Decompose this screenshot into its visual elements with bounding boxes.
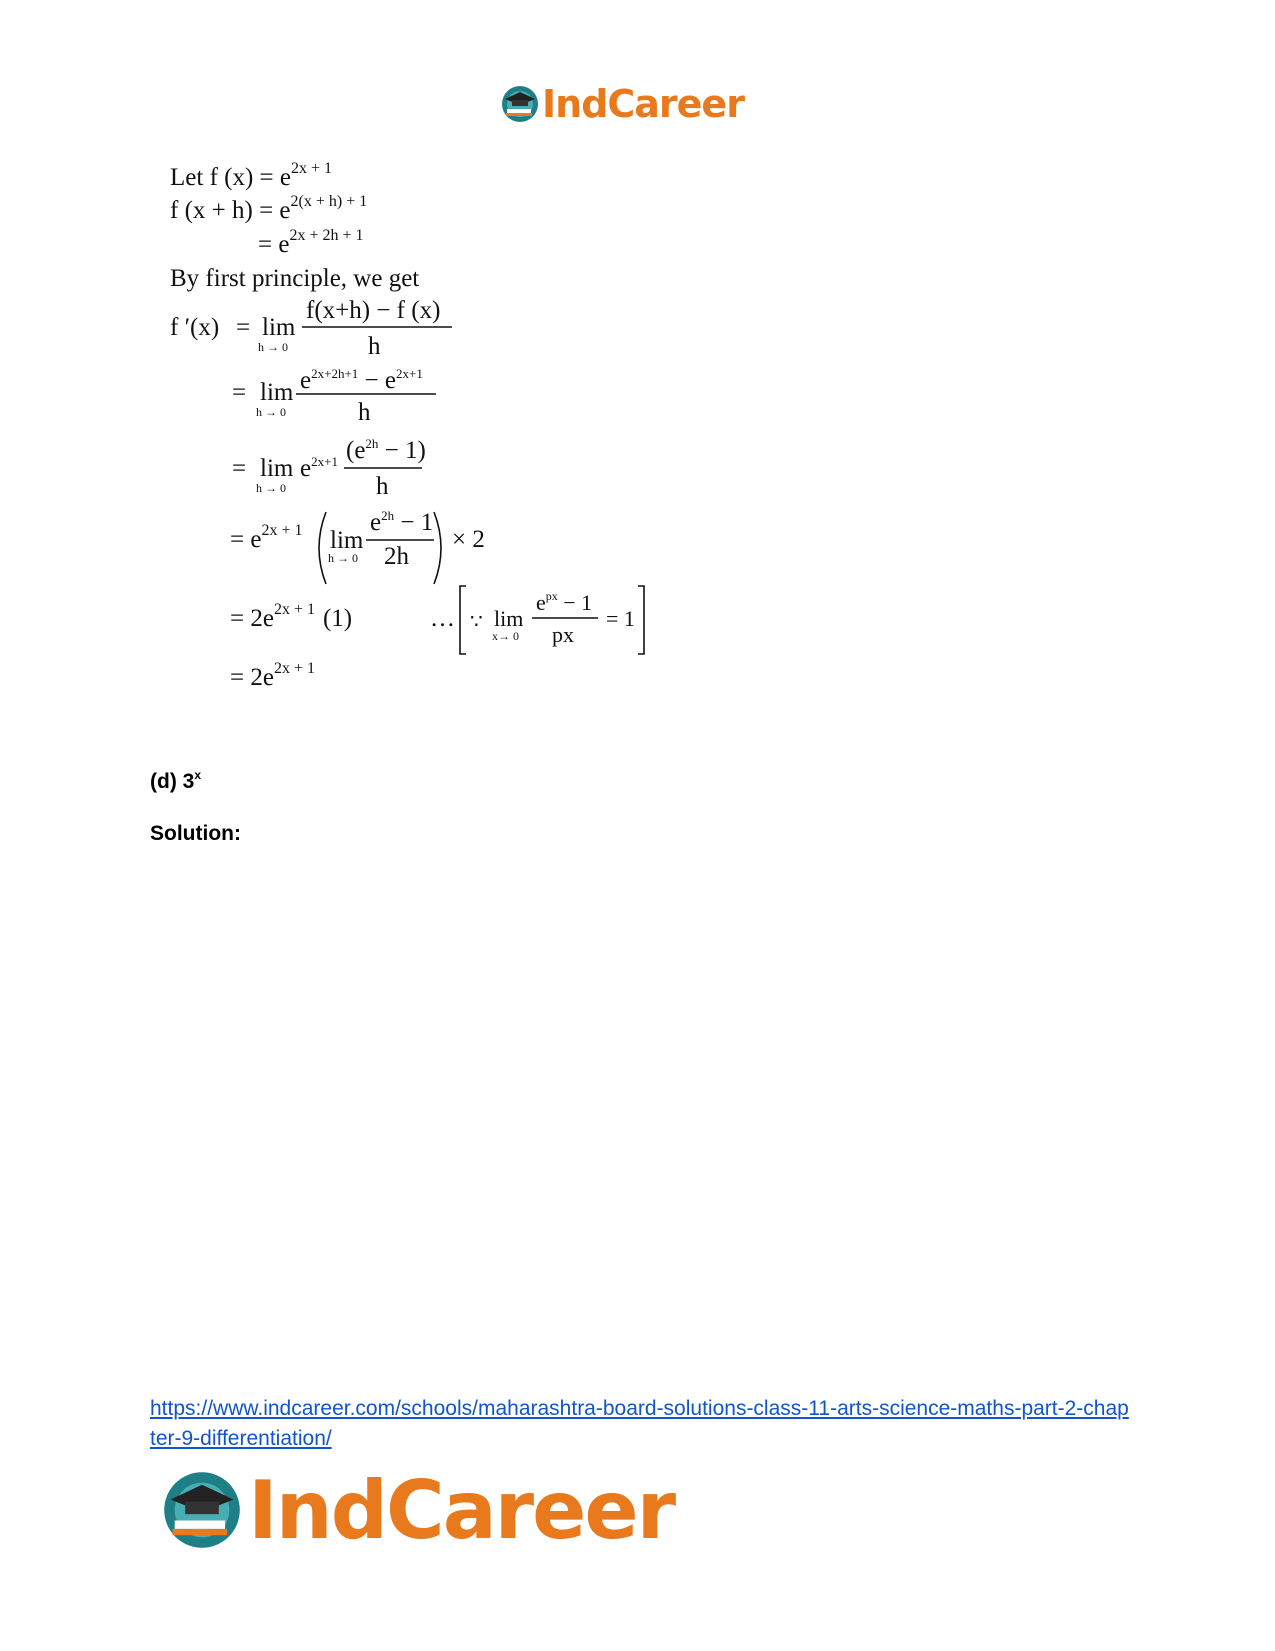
exponential-factor: $e^{2x+1}$: [300, 454, 338, 482]
math-line-9-lead: = $2e^{2x + 1}$ (1): [230, 601, 353, 632]
right-bracket: [638, 586, 644, 654]
fraction-denominator: px: [552, 622, 574, 647]
fraction-denominator: h: [358, 399, 371, 426]
fraction-denominator: h: [376, 473, 389, 500]
fraction-numerator: $e^{2h} - 1$: [370, 508, 434, 536]
limit-subscript: h → 0: [258, 340, 288, 354]
indcareer-logo-bottom: [160, 1465, 674, 1555]
limit-operator: lim: [330, 527, 364, 554]
math-line-8-lead: = $e^{2x + 1}$: [230, 522, 303, 553]
limit-subscript: x→ 0: [492, 629, 519, 643]
ellipsis: …: [430, 605, 455, 632]
left-paren: [319, 512, 326, 584]
derivation-image: [170, 160, 690, 735]
limit-subscript: h → 0: [256, 481, 286, 495]
fraction-denominator: 2h: [384, 543, 409, 570]
fraction-numerator: $e^{2x+2h+1} - e^{2x+1}$: [300, 366, 423, 394]
solution-heading: Solution:: [150, 822, 241, 845]
question-label: (d) 3$^x$: [150, 768, 202, 793]
limit-operator: lim: [260, 455, 294, 482]
indcareer-logo-top: [500, 80, 744, 128]
math-line-2: f $(x + h) = e^{2(x + h) + 1}$: [170, 193, 368, 224]
equals-one: = 1: [606, 606, 635, 631]
derivative-lhs: f ′(x): [170, 314, 220, 341]
graduation-cap-book-icon: [500, 84, 540, 124]
limit-operator: lim: [262, 314, 296, 341]
fraction-denominator: h: [368, 333, 381, 360]
math-line-1: Let f $(x) = e^{2x + 1}$: [170, 160, 333, 191]
because-symbol: ∵: [470, 611, 483, 633]
limit-operator: lim: [260, 379, 294, 406]
fraction-numerator: $(e^{2h} - 1)$: [346, 436, 426, 464]
equals-sign: =: [232, 379, 247, 406]
graduation-cap-book-icon: [160, 1468, 244, 1552]
logo-wordmark: IndCareer: [542, 82, 744, 126]
fraction-numerator: $e^{px} - 1$: [536, 589, 593, 615]
equals-sign: =: [232, 455, 247, 482]
logo-wordmark: IndCareer: [248, 1463, 675, 1557]
limit-subscript: h → 0: [256, 405, 286, 419]
math-line-4: By first principle, we get: [170, 265, 420, 292]
source-link[interactable]: https://www.indcareer.com/schools/maharashtra-board-solutions-class-11-arts-science-maths-part-2-chapter-9-differentiation/: [150, 1397, 1129, 1450]
math-line-3: = $e^{2x + 2h + 1}$: [258, 227, 364, 258]
limit-operator: lim: [494, 606, 524, 631]
right-paren: [434, 512, 441, 584]
equals-sign: =: [236, 314, 251, 341]
limit-subscript: h → 0: [328, 551, 358, 565]
fraction-numerator: f(x+h) − f (x): [306, 297, 441, 324]
left-bracket: [460, 586, 466, 654]
times-two: × 2: [452, 526, 485, 553]
math-line-10: = $2e^{2x + 1}$: [230, 660, 315, 691]
